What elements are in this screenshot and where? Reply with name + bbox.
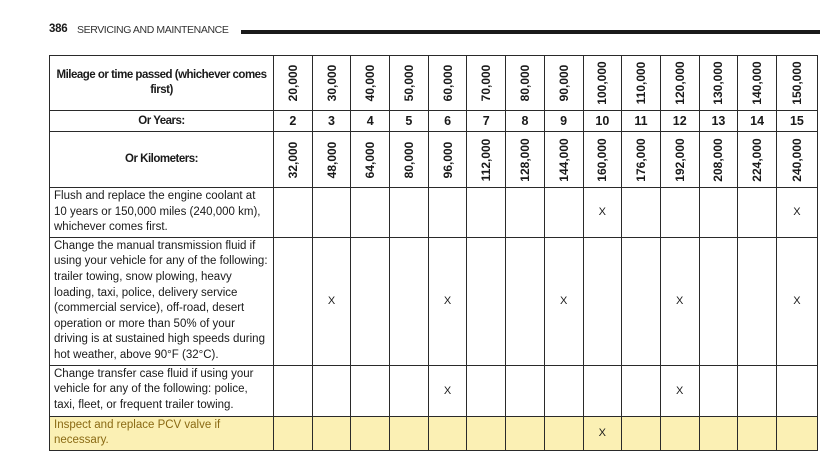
task-description: Change transfer case fluid if using your vehicle for any of the following: police, taxi, fleet, or frequent trailer towing. <box>50 365 274 416</box>
task-description: Flush and replace the engine coolant at 10 years or 150,000 miles (240,000 km), whichever comes first. <box>50 188 274 238</box>
interval-mark <box>622 237 661 365</box>
interval-mark: X <box>428 237 467 365</box>
interval-mark <box>467 237 506 365</box>
kilometers-header-row-cell <box>428 132 467 188</box>
mileage-header-row-cell <box>699 56 738 111</box>
years-header-row <box>50 111 818 132</box>
mileage-header-row-value: 50,000 <box>401 64 416 102</box>
interval-mark <box>467 365 506 416</box>
mileage-header-row <box>50 56 818 111</box>
mileage-header-row-value: 100,000 <box>595 61 610 105</box>
interval-mark <box>699 237 738 365</box>
interval-mark <box>776 365 817 416</box>
mileage-header-row-value: 30,000 <box>324 64 339 102</box>
interval-mark <box>351 365 390 416</box>
kilometers-header-row-value: 160,000 <box>595 137 610 182</box>
interval-mark <box>428 416 467 450</box>
interval-mark <box>738 365 777 416</box>
years-header-row-value: 3 <box>312 111 351 132</box>
interval-mark: X <box>583 416 622 450</box>
mileage-header-row-cell <box>428 56 467 111</box>
task-description: Change the manual transmission fluid if using your vehicle for any of the following: trailer towing, snow plowing, heavy loading, taxi, police, delivery service (commercial service), off-road, desert operation or more than 50% of your driving is at sustained high speeds during hot weather, above 90°F (32°C). <box>50 237 274 365</box>
interval-mark <box>622 416 661 450</box>
interval-mark <box>312 416 351 450</box>
kilometers-header-row-cell <box>506 132 545 188</box>
interval-mark <box>390 237 429 365</box>
kilometers-header-row-cell <box>660 132 699 188</box>
interval-mark <box>699 416 738 450</box>
interval-mark <box>274 237 313 365</box>
interval-mark <box>274 188 313 238</box>
interval-mark <box>467 416 506 450</box>
header-rule <box>241 30 820 34</box>
years-header-row-value: 15 <box>776 111 817 132</box>
interval-mark <box>351 188 390 238</box>
mileage-header-row-value: 20,000 <box>285 64 300 102</box>
interval-mark <box>622 365 661 416</box>
kilometers-header-row-value: 208,000 <box>711 137 726 182</box>
interval-mark <box>506 365 545 416</box>
years-header-row-value: 4 <box>351 111 390 132</box>
kilometers-header-row-cell <box>351 132 390 188</box>
kilometers-header-row-cell <box>776 132 817 188</box>
mileage-header-row-cell <box>274 56 313 111</box>
interval-mark: X <box>428 365 467 416</box>
interval-mark <box>312 365 351 416</box>
interval-mark <box>583 237 622 365</box>
mileage-header-row-value: 40,000 <box>363 64 378 102</box>
mileage-header-row-cell <box>467 56 506 111</box>
kilometers-header-row <box>50 132 818 188</box>
mileage-header-row-cell <box>506 56 545 111</box>
kilometers-header-row-value: 32,000 <box>285 141 300 178</box>
interval-mark <box>428 188 467 238</box>
schedule-row <box>50 237 818 365</box>
interval-mark: X <box>544 237 583 365</box>
section-title: SERVICING AND MAINTENANCE <box>77 24 229 36</box>
kilometers-header-row-cell <box>622 132 661 188</box>
years-header-row-value: 10 <box>583 111 622 132</box>
kilometers-header-row-cell <box>274 132 313 188</box>
mileage-header-row-value: 150,000 <box>789 61 804 105</box>
interval-mark <box>660 416 699 450</box>
interval-mark <box>506 416 545 450</box>
interval-mark: X <box>312 237 351 365</box>
kilometers-header-row-cell <box>467 132 506 188</box>
mileage-header-row-value: 90,000 <box>556 64 571 102</box>
kilometers-header-row-value: 64,000 <box>363 141 378 178</box>
interval-mark <box>544 365 583 416</box>
years-header-row-value: 8 <box>506 111 545 132</box>
mileage-header-row-cell <box>351 56 390 111</box>
kilometers-header-row-value: 144,000 <box>556 137 571 182</box>
interval-mark <box>544 188 583 238</box>
schedule-row <box>50 188 818 238</box>
interval-mark <box>506 237 545 365</box>
mileage-header-row-cell <box>660 56 699 111</box>
kilometers-header-row-label: Or Kilometers: <box>50 132 274 188</box>
interval-mark <box>467 188 506 238</box>
interval-mark <box>274 365 313 416</box>
kilometers-header-row-value: 96,000 <box>440 141 455 178</box>
years-header-row-value: 9 <box>544 111 583 132</box>
kilometers-header-row-cell <box>544 132 583 188</box>
task-description: Inspect and replace PCV valve if necessary. <box>50 416 274 450</box>
kilometers-header-row-value: 48,000 <box>324 141 339 178</box>
interval-mark <box>699 188 738 238</box>
interval-mark <box>738 237 777 365</box>
schedule-row <box>50 416 818 450</box>
kilometers-header-row-value: 128,000 <box>517 137 532 182</box>
interval-mark <box>351 416 390 450</box>
page-number: 386 <box>49 23 68 35</box>
kilometers-header-row-cell <box>738 132 777 188</box>
mileage-header-row-cell <box>738 56 777 111</box>
years-header-row-value: 5 <box>390 111 429 132</box>
mileage-header-row-value: 130,000 <box>711 61 726 105</box>
interval-mark: X <box>776 188 817 238</box>
mileage-header-row-cell <box>312 56 351 111</box>
interval-mark <box>544 416 583 450</box>
interval-mark <box>312 188 351 238</box>
interval-mark: X <box>660 365 699 416</box>
interval-mark <box>699 365 738 416</box>
interval-mark <box>738 188 777 238</box>
interval-mark: X <box>583 188 622 238</box>
kilometers-header-row-cell <box>390 132 429 188</box>
mileage-header-row-value: 110,000 <box>634 61 649 105</box>
page-header <box>49 22 820 38</box>
interval-mark <box>506 188 545 238</box>
kilometers-header-row-value: 224,000 <box>750 137 765 182</box>
years-header-row-value: 14 <box>738 111 777 132</box>
mileage-header-row-cell <box>390 56 429 111</box>
schedule-row <box>50 365 818 416</box>
interval-mark <box>738 416 777 450</box>
mileage-header-row-cell <box>622 56 661 111</box>
years-header-row-value: 12 <box>660 111 699 132</box>
interval-mark <box>390 416 429 450</box>
interval-mark <box>660 188 699 238</box>
years-header-row-value: 13 <box>699 111 738 132</box>
kilometers-header-row-value: 176,000 <box>634 137 649 182</box>
interval-mark <box>274 416 313 450</box>
years-header-row-value: 6 <box>428 111 467 132</box>
interval-mark: X <box>776 237 817 365</box>
interval-mark <box>390 188 429 238</box>
kilometers-header-row-cell <box>312 132 351 188</box>
interval-mark <box>776 416 817 450</box>
interval-mark <box>622 188 661 238</box>
mileage-header-row-value: 70,000 <box>479 64 494 102</box>
mileage-header-row-cell <box>776 56 817 111</box>
interval-mark <box>390 365 429 416</box>
kilometers-header-row-cell <box>583 132 622 188</box>
years-header-row-value: 11 <box>622 111 661 132</box>
maintenance-schedule-table <box>49 55 818 451</box>
mileage-header-row-value: 120,000 <box>672 61 687 105</box>
years-header-row-value: 2 <box>274 111 313 132</box>
mileage-header-row-value: 80,000 <box>517 64 532 102</box>
kilometers-header-row-value: 112,000 <box>479 138 494 181</box>
mileage-header-row-value: 60,000 <box>440 64 455 102</box>
interval-mark <box>351 237 390 365</box>
mileage-header-row-value: 140,000 <box>750 61 765 105</box>
years-header-row-label: Or Years: <box>50 111 274 132</box>
kilometers-header-row-cell <box>699 132 738 188</box>
mileage-header-row-cell <box>583 56 622 111</box>
years-header-row-value: 7 <box>467 111 506 132</box>
mileage-header-row-cell <box>544 56 583 111</box>
kilometers-header-row-value: 192,000 <box>672 137 687 182</box>
kilometers-header-row-value: 80,000 <box>401 141 416 178</box>
interval-mark <box>583 365 622 416</box>
interval-mark: X <box>660 237 699 365</box>
kilometers-header-row-value: 240,000 <box>789 137 804 182</box>
mileage-header-row-label: Mileage or time passed (whichever comes first) <box>50 56 274 111</box>
